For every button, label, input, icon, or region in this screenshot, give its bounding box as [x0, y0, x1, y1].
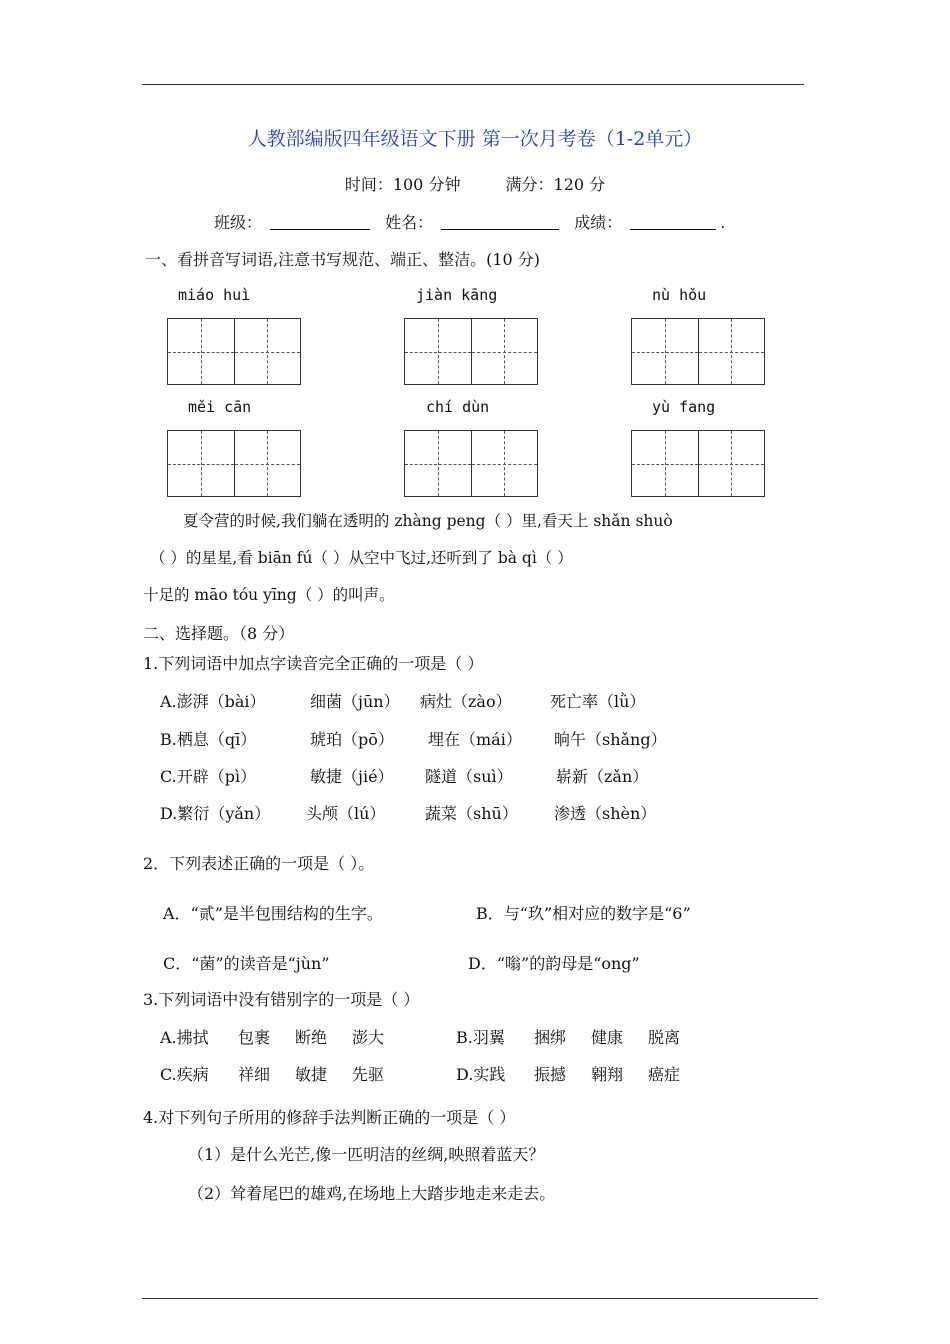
top-rule	[142, 84, 804, 85]
q3-c-2: 祥细	[238, 1065, 271, 1084]
page-title: 人教部编版四年级语文下册 第一次月考卷（1-2单元）	[247, 128, 703, 150]
q3-d-2: 振撼	[534, 1065, 567, 1084]
name-label: 姓名：	[385, 213, 434, 232]
writing-grid-4[interactable]	[167, 430, 301, 497]
q1-d-1: D.繁衍（yǎn）	[160, 804, 271, 823]
writing-grid-5[interactable]	[404, 430, 538, 497]
q3-b-2: 捆绑	[534, 1028, 567, 1047]
q1-a-4: 死亡率（lǜ）	[550, 692, 646, 711]
section-1-heading: 一、看拼音写词语,注意书写规范、端正、整洁。(10 分)	[145, 250, 541, 269]
end-mark: .	[720, 213, 726, 232]
q1-a-3: 病灶（zào）	[420, 692, 512, 711]
pinyin-1: miáo huì	[178, 286, 251, 304]
class-field[interactable]	[270, 213, 370, 230]
q3-c-1: C.疾病	[160, 1065, 209, 1084]
score-info: 满分：120 分	[505, 175, 606, 194]
class-label: 班级：	[214, 213, 263, 232]
passage-line-2: （ ）的星星,看 biān fú（ ）从空中飞过,还听到了 bà qì（ ）	[150, 549, 573, 567]
q3-a-1: A.拂拭	[160, 1028, 209, 1047]
q3-a-4: 澎大	[352, 1028, 385, 1047]
pinyin-4: měi cān	[188, 398, 252, 416]
q1-d-4: 渗透（shèn）	[554, 804, 657, 823]
writing-grid-3[interactable]	[631, 318, 765, 385]
q1-a-2: 细菌（jūn）	[310, 692, 400, 711]
q1-b-1: B.栖息（qī）	[160, 730, 257, 749]
passage-line-3: 十足的 māo tóu yīng（ ）的叫声。	[143, 586, 395, 604]
q3-a-2: 包裹	[238, 1028, 271, 1047]
q3-d-1: D.实践	[456, 1065, 506, 1084]
q3-b-4: 脱离	[648, 1028, 681, 1047]
q4-sentence-2: （2）耸着尾巴的雄鸡,在场地上大踏步地走来走去。	[188, 1184, 556, 1203]
pinyin-5: chí dùn	[426, 398, 490, 416]
q1-b-4: 晌午（shǎng）	[554, 730, 667, 749]
q1-c-4: 崭新（zǎn）	[556, 767, 649, 786]
q1-stem: 1.下列词语中加点字读音完全正确的一项是（ ）	[143, 654, 484, 673]
q1-b-3: 埋在（mái）	[428, 730, 522, 749]
q2-option-a: A．“贰”是半包围结构的生字。	[163, 904, 383, 923]
q3-d-3: 翱翔	[591, 1065, 624, 1084]
student-info	[214, 210, 725, 233]
pinyin-3: nù hǒu	[652, 286, 707, 304]
q4-stem: 4.对下列句子所用的修辞手法判断正确的一项是（ ）	[143, 1108, 516, 1127]
q1-d-3: 蔬菜（shū）	[425, 804, 518, 823]
grade-field[interactable]	[630, 213, 716, 230]
writing-grid-6[interactable]	[631, 430, 765, 497]
writing-grid-1[interactable]	[167, 318, 301, 385]
q1-a-1: A.澎湃（bài）	[160, 692, 266, 711]
q3-b-1: B.羽翼	[456, 1028, 505, 1047]
q2-stem: 2．下列表述正确的一项是（ ）。	[143, 854, 375, 873]
q1-b-2: 琥珀（pō）	[310, 730, 394, 749]
exam-meta	[0, 172, 950, 195]
q4-sentence-1: （1）是什么光芒,像一匹明洁的丝绸,映照着蓝天？	[188, 1145, 545, 1164]
q2-option-b: B．与“玖”相对应的数字是“6”	[476, 904, 691, 923]
q3-stem: 3.下列词语中没有错别字的一项是（ ）	[143, 990, 420, 1009]
q3-c-4: 先驱	[352, 1065, 385, 1084]
q1-c-3: 隧道（suì）	[425, 767, 513, 786]
writing-grid-2[interactable]	[404, 318, 538, 385]
q2-option-c: C．“菌”的读音是“jùn”	[163, 954, 330, 973]
passage-line-1: 夏令营的时候,我们躺在透明的 zhàng peng（ ）里,看天上 shǎn shuò	[183, 512, 673, 530]
q1-c-1: C.开辟（pì）	[160, 767, 257, 786]
time-info: 时间：100 分钟	[344, 175, 461, 194]
bottom-rule	[142, 1298, 818, 1299]
q3-b-3: 健康	[591, 1028, 624, 1047]
grade-label: 成绩：	[574, 213, 623, 232]
q2-option-d: D．“嗡”的韵母是“ong”	[468, 954, 640, 973]
pinyin-6: yù fang	[652, 398, 716, 416]
pinyin-2: jiàn kāng	[416, 286, 498, 304]
q3-d-4: 癌症	[648, 1065, 681, 1084]
name-field[interactable]	[441, 213, 559, 230]
q3-a-3: 断绝	[295, 1028, 328, 1047]
q1-c-2: 敏捷（jié）	[310, 767, 394, 786]
section-2-heading: 二、选择题。（8 分）	[143, 624, 295, 643]
q1-d-2: 头颅（lú）	[306, 804, 386, 823]
q3-c-3: 敏捷	[295, 1065, 328, 1084]
